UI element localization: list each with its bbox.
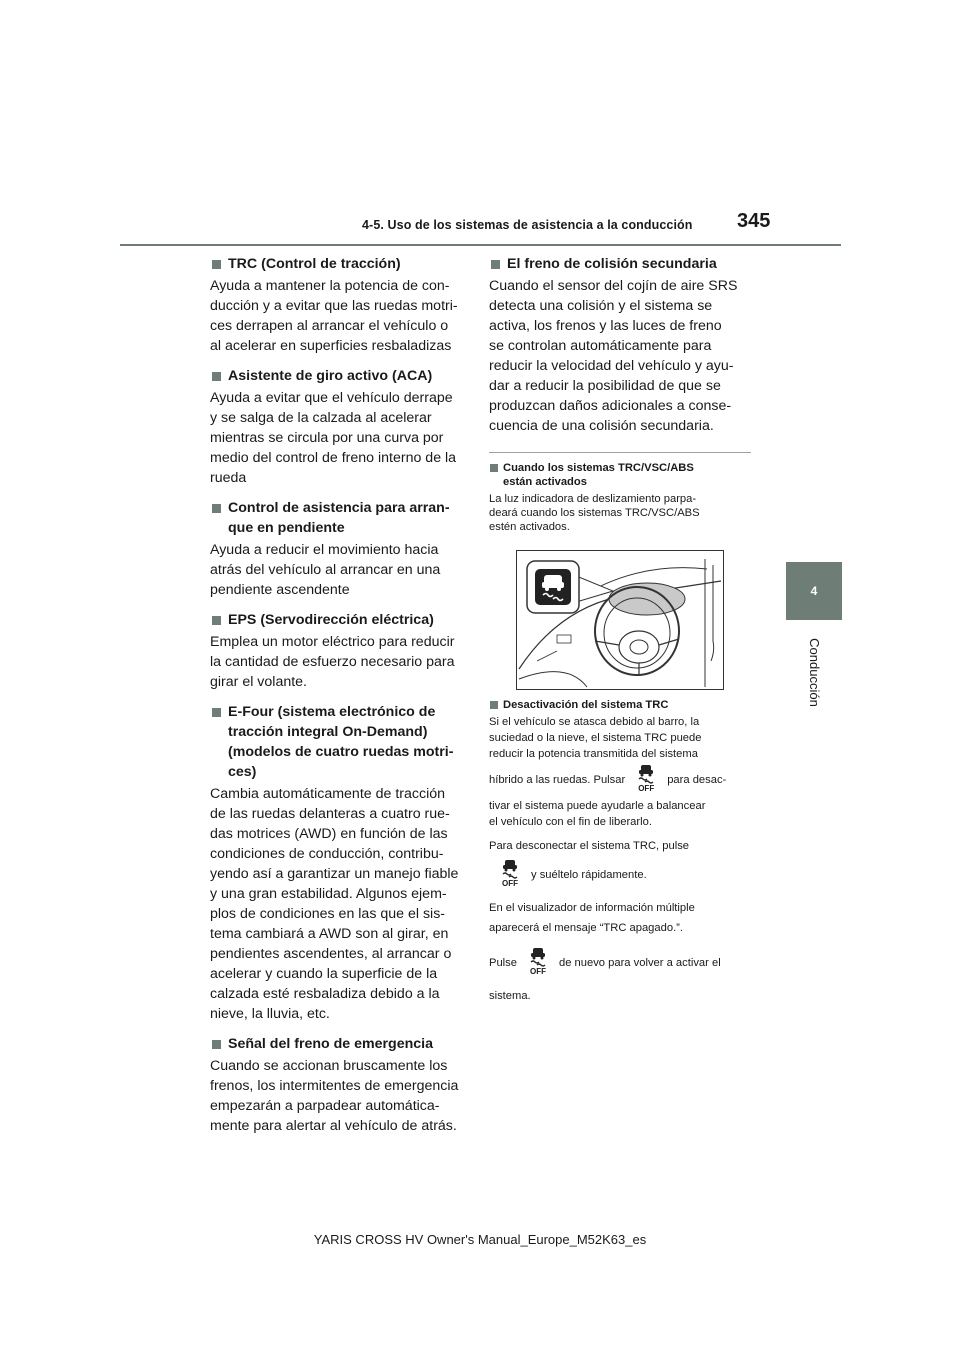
- chapter-number: 4: [810, 584, 818, 598]
- vsc-off-car-icon: [528, 947, 548, 967]
- left-column: [210, 254, 468, 1146]
- off-label: OFF: [638, 784, 655, 793]
- dashboard-illustration: [516, 550, 724, 690]
- paragraph-systems-activated: La luz indicadora de deslizamiento parpa- deará cuando los sistemas TRC/VSC/ABS estén activados.: [489, 493, 700, 533]
- heading-trc: TRC (Control de tracción): [210, 254, 468, 274]
- heading-trc-deactivation: Desactivación del sistema TRC: [489, 698, 751, 712]
- chapter-label: [786, 632, 842, 712]
- paragraph-trc-deactivation: Si el vehículo se atasca debido al barro, la suciedad o la nieve, el sistema TRC puede reducir la potencia transmitida del sistema: [489, 716, 702, 760]
- paragraph-trc: Ayuda a mantener la potencia de con- ducción y a evitar que las ruedas motri- ces derrapen al arrancar el vehículo o al acelerar en superficies resbaladizas: [210, 278, 458, 354]
- off-label: OFF: [502, 879, 518, 888]
- text-segment: y suéltelo rápidamente.: [531, 869, 647, 881]
- paragraph-emergency-brake-signal: Cuando se accionan bruscamente los frenos, los intermitentes de emergencia empezarán a parpadear automática- mente para alertar al vehículo de atrás.: [210, 1058, 459, 1134]
- header-divider: [120, 244, 841, 246]
- paragraph-message: En el visualizador de información múltiple aparecerá el mensaje “TRC apagado.”.: [489, 902, 695, 934]
- heading-secondary-collision: El freno de colisión secundaria: [489, 254, 751, 274]
- line-press-off-button: [489, 762, 751, 798]
- text-segment: híbrido a las ruedas. Pulsar: [489, 774, 626, 786]
- vsc-off-car-icon: [500, 859, 520, 879]
- vsc-off-switch-icon: [523, 947, 553, 979]
- paragraph-hill-start: Ayuda a reducir el movimiento hacia atrás del vehículo al arrancar en una pendiente ascendente: [210, 542, 441, 598]
- paragraph-eps: Emplea un motor eléctrico para reducir la cantidad de esfuerzo necesario para girar el volante.: [210, 634, 455, 690]
- heading-eps: EPS (Servodirección eléctrica): [210, 610, 468, 630]
- text-segment: Pulse: [489, 957, 517, 969]
- chapter-label-text: Conducción: [806, 637, 822, 707]
- paragraph-secondary-collision: Cuando el sensor del cojín de aire SRS detecta una colisión y el sistema se activa, los frenos y las luces de freno se controlan automáticamente para reducir la velocidad del vehículo y ayu- dar a reducir la posibilidad de que se produzcan daños adicionales a conse- cuencia de una colisión secundaria.: [489, 278, 738, 434]
- vsc-off-switch-icon: [631, 764, 661, 796]
- line-disconnect-trc: Para desconectar el sistema TRC, pulse: [489, 840, 690, 852]
- right-column: [489, 254, 751, 1004]
- line-press-again: [489, 944, 751, 982]
- heading-hill-start: Control de asistencia para arran- que en pendiente: [210, 498, 468, 538]
- dashboard-drawing: [517, 551, 723, 689]
- footer-manual-id: YARIS CROSS HV Owner's Manual_Europe_M52K63_es: [313, 1232, 647, 1247]
- page-number: 345: [737, 210, 771, 232]
- heading-e-four: E-Four (sistema electrónico de tracción integral On-Demand) (modelos de cuatro ruedas motri- ces): [210, 702, 468, 782]
- heading-aca: Asistente de giro activo (ACA): [210, 366, 468, 386]
- line-press-and-release: [489, 856, 751, 894]
- header-section-title: 4-5. Uso de los sistemas de asistencia a la conducción: [362, 218, 693, 232]
- heading-emergency-brake-signal: Señal del freno de emergencia: [210, 1034, 468, 1054]
- chapter-tab: [786, 562, 842, 620]
- paragraph-trc-deactivation-cont: tivar el sistema puede ayudarle a balancear el vehículo con el fin de liberarlo.: [489, 800, 706, 828]
- heading-systems-activated: Cuando los sistemas TRC/VSC/ABS están activados: [489, 461, 751, 489]
- text-segment: para desac-: [667, 774, 727, 786]
- text-segment: de nuevo para volver a activar el: [559, 957, 721, 969]
- vsc-off-switch-icon: [495, 859, 525, 891]
- vsc-off-car-icon: [636, 764, 656, 784]
- line-system: sistema.: [489, 990, 531, 1002]
- subsection-divider: [489, 452, 751, 453]
- paragraph-e-four: Cambia automáticamente de tracción de las ruedas delanteras a cuatro rue- das motrices (AWD) en función de las condiciones de conducción, contribu- yendo así a garantizar un manejo fiable y una gran estabilidad. Algunos ejem- plos de condiciones en las que el sis- tema cambiará a AWD son al girar, en pendientes ascendentes, al arrancar o acelerar y cuando la superficie de la calzada esté resbaladiza debido a la nieve, la lluvia, etc.: [210, 786, 459, 1022]
- off-label: OFF: [530, 967, 546, 976]
- paragraph-aca: Ayuda a evitar que el vehículo derrape y se salga de la calzada al acelerar mientras se circula por una curva por medio del control de freno interno de la rueda: [210, 390, 457, 486]
